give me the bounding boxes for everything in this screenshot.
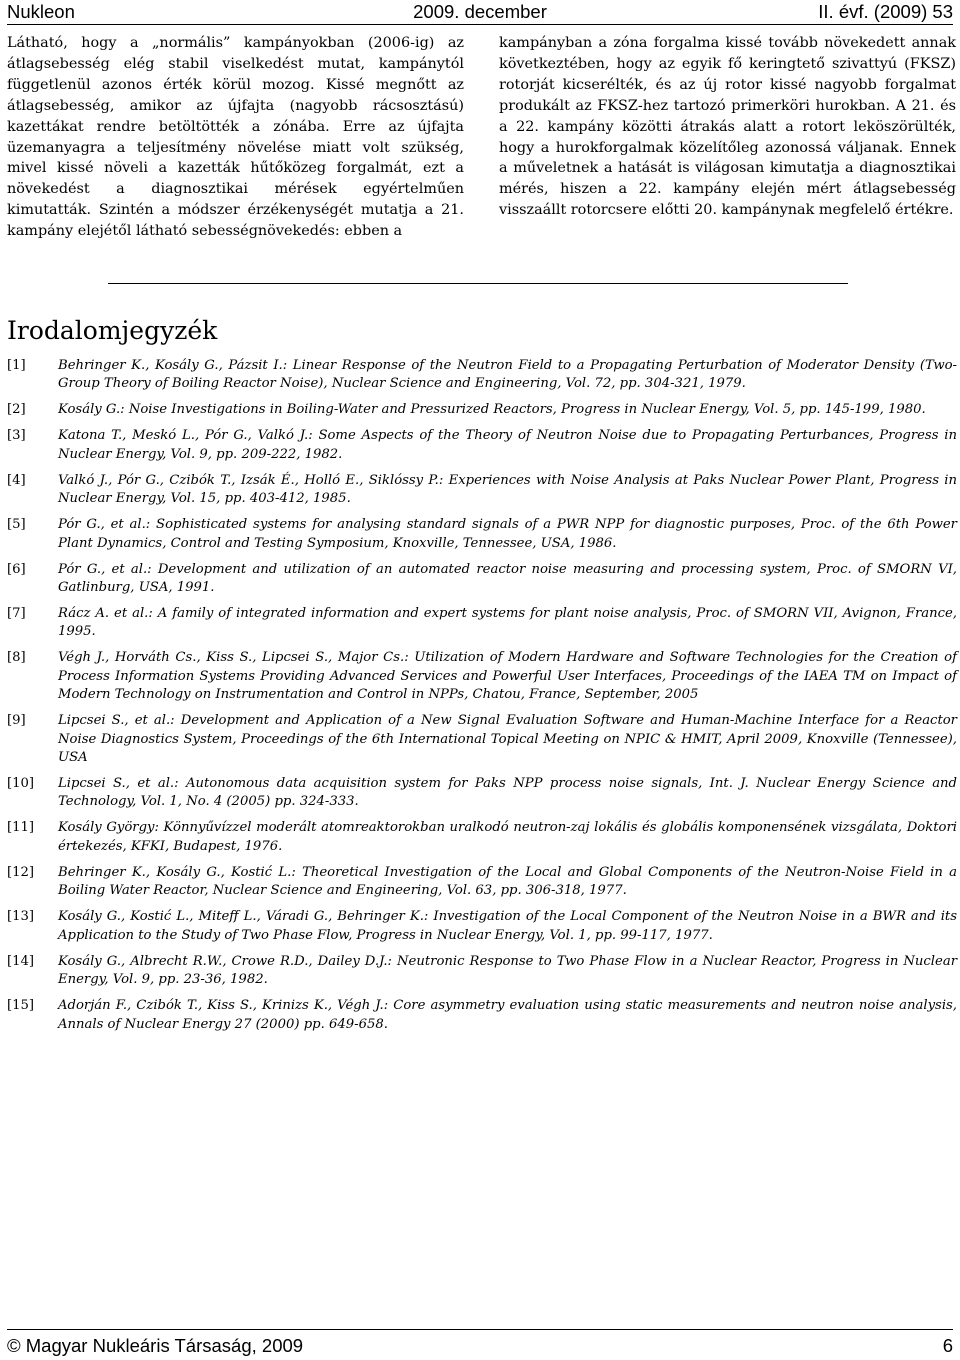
reference-item bbox=[7, 997, 957, 1034]
reference-number: [14] bbox=[7, 953, 35, 969]
body-column-left: Látható, hogy a „normális” kampányokban (2006-ig) az átlagsebesség elég stabil viselkedést mutat, kampánytól függetlenül azonos érték körül mozog. Kissé megnőtt az átlagsebesség, amikor az újfajta (nagyobb rácsosztású) kazettákat rendre betöltötték a zónába. Erre az újfajta üzemanyagra a teljesítmény növelése miatt volt szükség, mivel kissé növeli a kazetták hűtőközeg forgalmát, ezt a növekedést a diagnosztikai mérések egyértelműen kimutatták. Szintén a módszer érzékenységét mutatja a 21. kampány elejétől látható sebességnövekedés: ebben a bbox=[7, 35, 464, 240]
reference-number: [5] bbox=[7, 517, 26, 533]
reference-item bbox=[7, 472, 957, 509]
reference-text: Kosály György: Könnyűvízzel moderált atomreaktorokban uralkodó neutron-zaj lokális és globális komponensének vizsgálata, Doktori értekezés, KFKI, Budapest, 1976. bbox=[58, 820, 957, 854]
reference-text: Végh J., Horváth Cs., Kiss S., Lipcsei S., Major Cs.: Utilization of Modern Hardware and Software Technologies for the Creation of Process Information Systems Providing Advanced Services and Powerful User Interfaces, Proceedings of the IAEA TM on Impact of Modern Technology on Instrumentation and Control in NPPs, Chatou, France, September, 2005 bbox=[58, 650, 957, 703]
reference-item bbox=[7, 561, 957, 598]
reference-text: Kosály G., Albrecht R.W., Crowe R.D., Dailey D.J.: Neutronic Response to Two Phase Flow in a Nuclear Reactor, Progress in Nuclear Energy, Vol. 9, pp. 23-36, 1982. bbox=[58, 953, 957, 988]
reference-item bbox=[7, 908, 957, 945]
journal-name: Nukleon bbox=[7, 1, 75, 22]
reference-text: Kosály G.: Noise Investigations in Boiling-Water and Pressurized Reactors, Progress in Nuclear Energy, Vol. 5, pp. 145-199, 1980. bbox=[58, 402, 926, 418]
reference-item bbox=[7, 775, 957, 812]
reference-number: [9] bbox=[7, 713, 26, 729]
reference-number: [4] bbox=[7, 472, 26, 488]
reference-item bbox=[7, 712, 957, 767]
volume-info: II. évf. (2009) 53 bbox=[818, 1, 953, 22]
reference-number: [2] bbox=[7, 402, 26, 418]
section-divider bbox=[108, 283, 848, 284]
reference-item bbox=[7, 649, 957, 704]
reference-item bbox=[7, 516, 957, 553]
reference-text: Valkó J., Pór G., Czibók T., Izsák É., Holló E., Siklóssy P.: Experiences with Noise Analysis at Paks Nuclear Power Plant, Progress in Nuclear Energy, Vol. 15, pp. 403-412, 1985. bbox=[58, 472, 957, 507]
reference-number: [1] bbox=[7, 358, 26, 373]
reference-number: [15] bbox=[7, 998, 35, 1014]
page-footer bbox=[7, 1329, 953, 1360]
reference-text: Kosály G., Kostić L., Miteff L., Váradi G., Behringer K.: Investigation of the Local Component of the Neutron Noise in a BWR and its Application to the Study of Two Phase Flow, Progress in Nuclear Energy, Vol. 1, pp. 99-117, 1977. bbox=[58, 909, 957, 943]
reference-text: Lipcsei S., et al.: Development and Application of a New Signal Evaluation Software and Human-Machine Interface for a Reactor Noise Diagnostics System, Proceedings of the 6th International Topical Meeting on NPIC & HMIT, April 2009, Knoxville (Tennessee), USA bbox=[58, 713, 957, 766]
reference-text: Behringer K., Kosály G., Kostić L.: Theoretical Investigation of the Local and Global Components of the Neutron-Noise Field in a Boiling Water Reactor, Nuclear Science and Engineering, Vol. 63, pp. 306-318, 1977. bbox=[58, 864, 957, 899]
reference-item bbox=[7, 605, 957, 642]
reference-list bbox=[7, 357, 957, 1042]
reference-text: Adorján F., Czibók T., Kiss S., Krinizs K., Végh J.: Core asymmetry evaluation using static measurements and neutron noise analysis, Annals of Nuclear Energy 27 (2000) pp. 649-658. bbox=[58, 998, 957, 1032]
reference-item bbox=[7, 819, 957, 856]
reference-text: Lipcsei S., et al.: Autonomous data acquisition system for Paks NPP process noise signals, Int. J. Nuclear Energy Science and Technology, Vol. 1, No. 4 (2005) pp. 324-333. bbox=[58, 776, 957, 810]
reference-text: Katona T., Meskó L., Pór G., Valkó J.: Some Aspects of the Theory of Neutron Noise due to Propagating Perturbances, Progress in Nuclear Energy, Vol. 9, pp. 209-222, 1982. bbox=[58, 428, 957, 462]
reference-item bbox=[7, 427, 957, 464]
reference-number: [8] bbox=[7, 650, 26, 666]
reference-number: [6] bbox=[7, 561, 26, 577]
page-number: 6 bbox=[942, 1335, 953, 1356]
reference-text: Pór G., et al.: Sophisticated systems for analysing standard signals of a PWR NPP for diagnostic purposes, Proc. of the 6th Power Plant Dynamics, Control and Testing Symposium, Knoxville, Tennessee, USA, 1986. bbox=[58, 517, 957, 551]
reference-number: [7] bbox=[7, 606, 26, 622]
reference-item bbox=[7, 953, 957, 990]
reference-text: Pór G., et al.: Development and utilization of an automated reactor noise measuring and processing system, Proc. of SMORN VI, Gatlinburg, USA, 1991. bbox=[58, 561, 957, 596]
reference-text: Behringer K., Kosály G., Pázsit I.: Linear Response of the Neutron Field to a Propagating Perturbation of Moderator Density (Two-Group Theory of Boiling Reactor Noise), Nuclear Science and Engineering, Vol. 72, pp. 304-321, 1979. bbox=[58, 358, 957, 392]
reference-number: [3] bbox=[7, 428, 26, 444]
reference-number: [10] bbox=[7, 776, 35, 792]
references-heading: Irodalomjegyzék bbox=[7, 316, 218, 345]
reference-number: [12] bbox=[7, 864, 35, 880]
reference-text: Rácz A. et al.: A family of integrated information and expert systems for plant noise analysis, Proc. of SMORN VII, Avignon, France, 1995. bbox=[58, 606, 957, 640]
body-column-right: kampányban a zóna forgalma kissé tovább növekedett annak következtében, hogy az egyik fő keringtető szivattyú (FKSZ) rotorját kicserélték, és az új rotor kissé nagyobb forgalmat produkált az FKSZ-hez tartozó primerköri hurokban. A 21. és a 22. kampány közötti átrakás alatt a rotort leköszörülték, hogy a hurokforgalmak közelítőleg azonossá váljanak. Ennek a műveletnek a hatását is világosan kimutatja a diagnosztikai mérés, hiszen a 22. kampány elején mért átlagsebesség visszaállt rotorcsere előtti 20. kampánynak megfelelő értékre. bbox=[499, 35, 956, 219]
reference-item bbox=[7, 401, 957, 419]
copyright-notice: © Magyar Nukleáris Társaság, 2009 bbox=[7, 1335, 304, 1356]
reference-item bbox=[7, 357, 957, 394]
page-header bbox=[7, 0, 953, 25]
reference-number: [13] bbox=[7, 909, 35, 925]
reference-number: [11] bbox=[7, 820, 35, 836]
reference-item bbox=[7, 864, 957, 901]
issue-date: 2009. december bbox=[413, 1, 547, 22]
